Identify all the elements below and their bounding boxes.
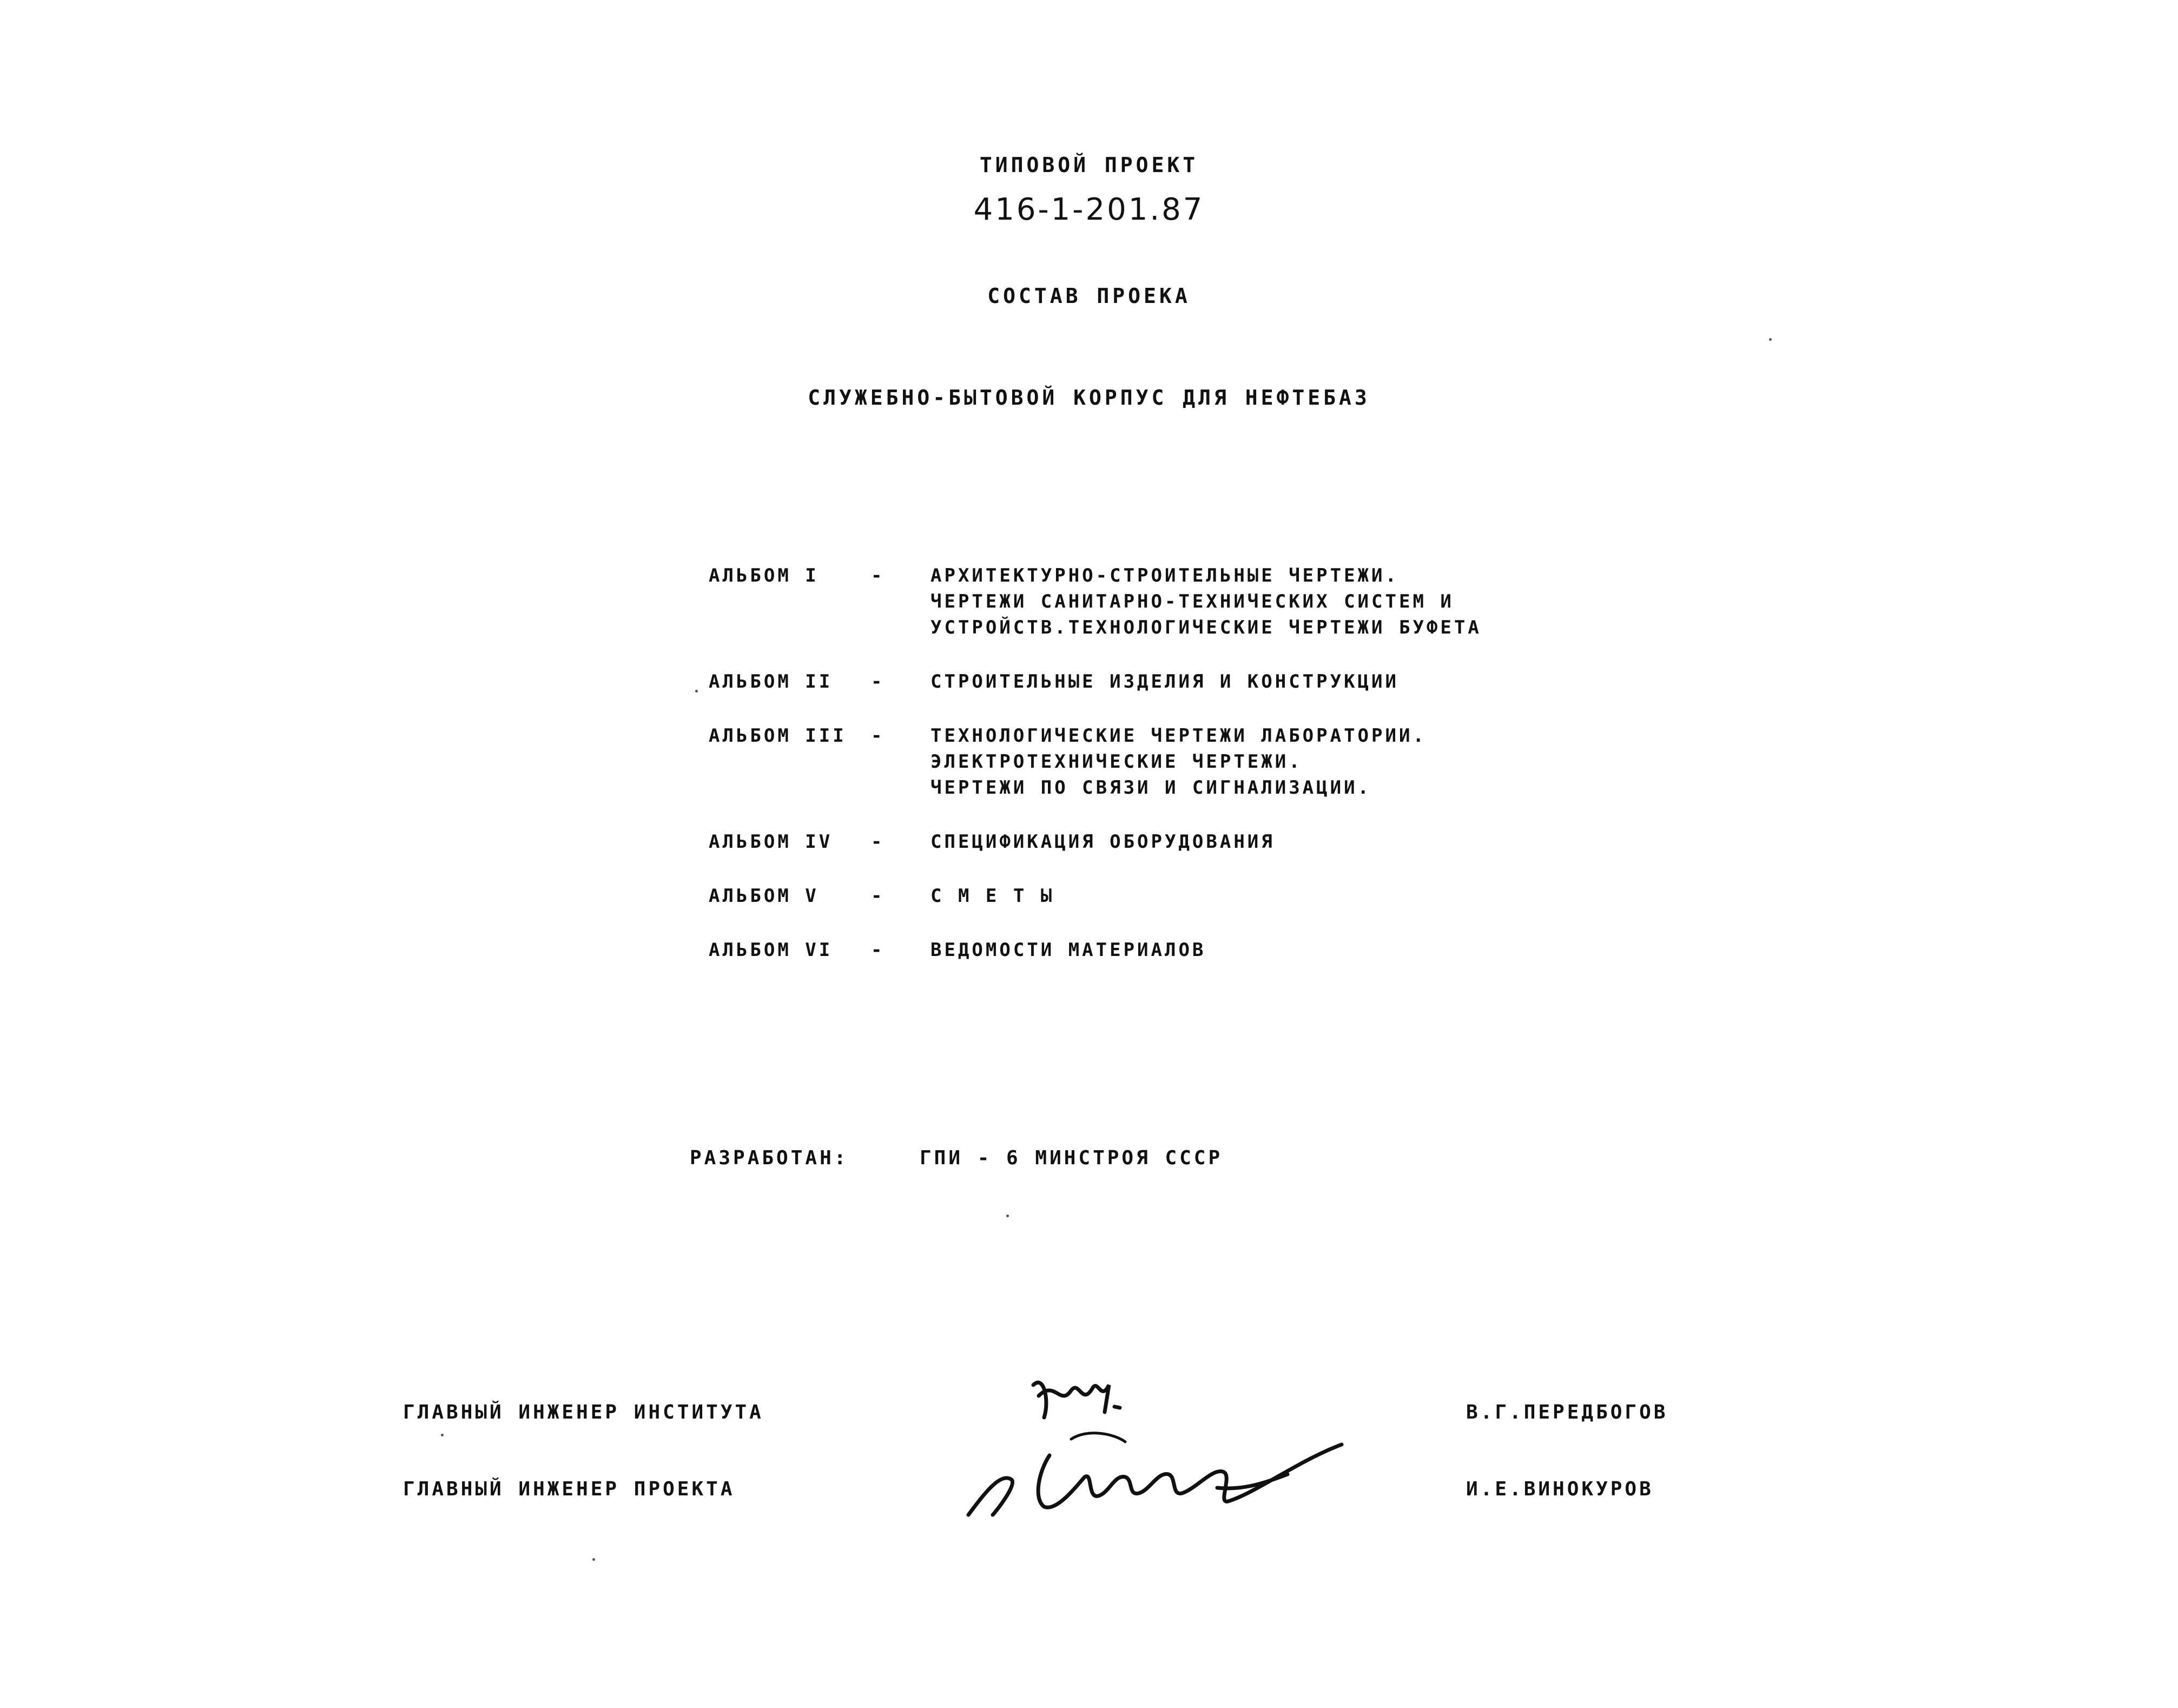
scan-speck xyxy=(1006,1215,1009,1217)
album-description-line: СТРОИТЕЛЬНЫЕ ИЗДЕЛИЯ И КОНСТРУКЦИИ xyxy=(930,671,1399,693)
album-description xyxy=(930,829,1574,855)
signature-stroke-lower xyxy=(968,1445,1342,1515)
role-chief-engineer-project: ГЛАВНЫЙ ИНЖЕНЕР ПРОЕКТА xyxy=(403,1478,735,1500)
album-description-line: ЧЕРТЕЖИ САНИТАРНО-ТЕХНИЧЕСКИХ СИСТЕМ И xyxy=(930,591,1454,612)
album-description-line: ВЕДОМОСТИ МАТЕРИАЛОВ xyxy=(930,939,1206,961)
album-label: АЛЬБОМ IV xyxy=(709,831,833,853)
album-item xyxy=(709,669,1574,695)
role-chief-engineer-institute: ГЛАВНЫЙ ИНЖЕНЕР ИНСТИТУТА xyxy=(403,1401,764,1423)
developed-by-label: РАЗРАБОТАН: xyxy=(690,1147,849,1169)
album-description-line: АРХИТЕКТУРНО-СТРОИТЕЛЬНЫЕ ЧЕРТЕЖИ. xyxy=(930,565,1399,586)
album-dash: - xyxy=(871,725,885,747)
album-dash: - xyxy=(871,885,885,907)
album-item xyxy=(709,563,1574,641)
name-chief-engineer-project: И.Е.ВИНОКУРОВ xyxy=(1466,1478,1654,1500)
album-description-line: ЧЕРТЕЖИ ПО СВЯЗИ И СИГНАЛИЗАЦИИ. xyxy=(930,777,1372,799)
name-chief-engineer-institute: В.Г.ПЕРЕДБОГОВ xyxy=(1466,1401,1668,1423)
album-item xyxy=(709,723,1574,801)
album-dash: - xyxy=(871,565,885,586)
handwritten-signature xyxy=(963,1363,1374,1536)
album-description-line: С М Е Т Ы xyxy=(930,885,1055,907)
album-description xyxy=(930,563,1574,641)
album-dash: - xyxy=(871,939,885,961)
album-description-line: УСТРОЙСТВ.ТЕХНОЛОГИЧЕСКИЕ ЧЕРТЕЖИ БУФЕТА xyxy=(930,617,1482,638)
album-description-line: ЭЛЕКТРОТЕХНИЧЕСКИЕ ЧЕРТЕЖИ. xyxy=(930,751,1303,773)
composition-heading: СОСТАВ ПРОЕКА xyxy=(987,284,1191,308)
scan-speck xyxy=(695,690,698,693)
album-description xyxy=(930,669,1574,695)
album-dash: - xyxy=(871,671,885,693)
developer-organization: ГПИ - 6 МИНСТРОЯ СССР xyxy=(920,1147,1223,1169)
album-item xyxy=(709,937,1574,963)
signature-stroke-upper xyxy=(1033,1382,1120,1417)
album-description-line: СПЕЦИФИКАЦИЯ ОБОРУДОВАНИЯ xyxy=(930,831,1275,853)
scan-speck xyxy=(441,1434,444,1436)
scan-speck xyxy=(1769,338,1772,341)
album-description xyxy=(930,723,1574,801)
album-list xyxy=(709,563,1574,991)
album-label: АЛЬБОМ V xyxy=(709,885,819,907)
project-subject: СЛУЖЕБНО-БЫТОВОЙ КОРПУС ДЛЯ НЕФТЕБАЗ xyxy=(808,386,1370,410)
album-item xyxy=(709,883,1574,909)
album-description-line: ТЕХНОЛОГИЧЕСКИЕ ЧЕРТЕЖИ ЛАБОРАТОРИИ. xyxy=(930,725,1427,747)
album-item xyxy=(709,829,1574,855)
album-label: АЛЬБОМ I xyxy=(709,565,819,586)
album-label: АЛЬБОМ III xyxy=(709,725,847,747)
album-label: АЛЬБОМ II xyxy=(709,671,833,693)
album-dash: - xyxy=(871,831,885,853)
signature-flourish xyxy=(1071,1433,1125,1442)
album-description xyxy=(930,883,1574,909)
project-number: 416-1-201.87 xyxy=(973,192,1205,227)
album-label: АЛЬБОМ VI xyxy=(709,939,833,961)
album-description xyxy=(930,937,1574,963)
document-type: ТИПОВОЙ ПРОЕКТ xyxy=(979,153,1199,177)
scan-speck xyxy=(592,1558,595,1561)
